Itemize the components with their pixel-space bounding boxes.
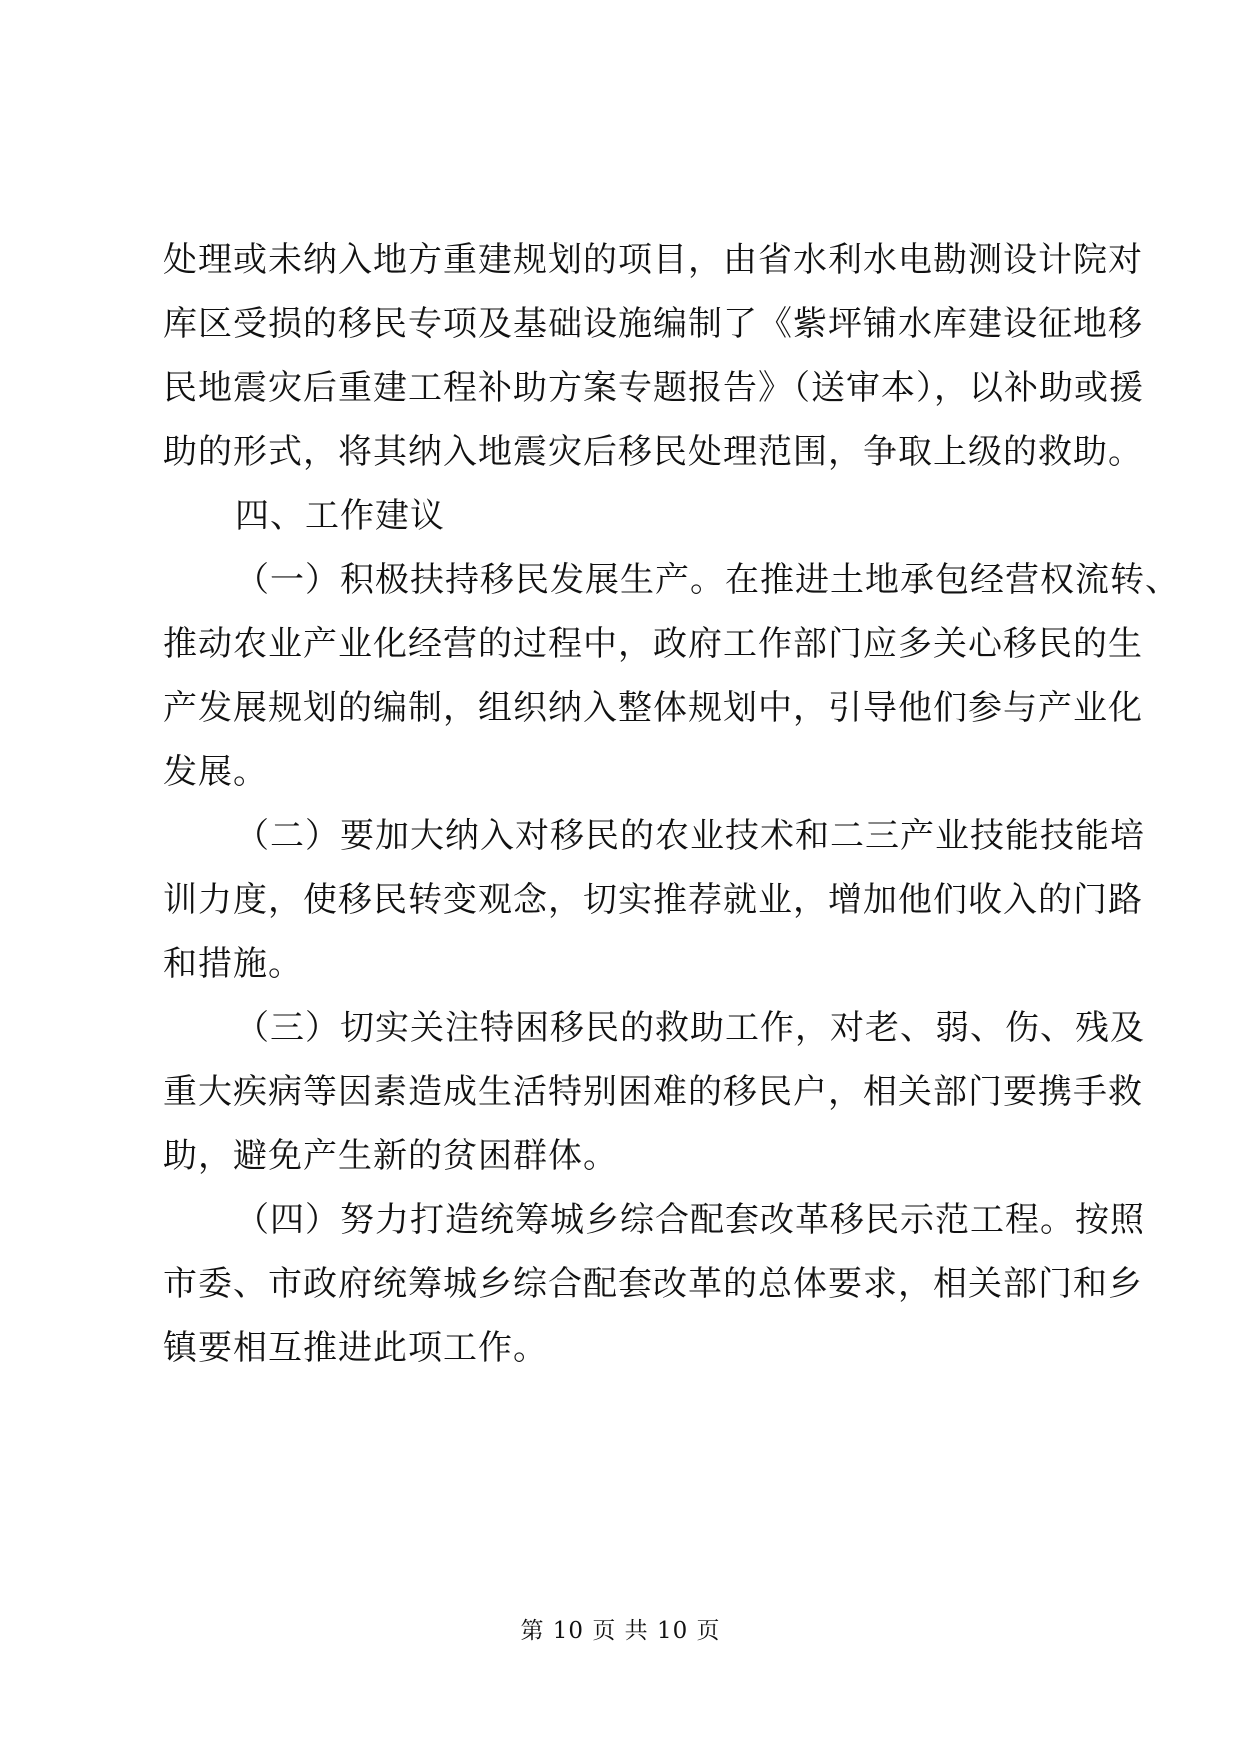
paragraph-line: 民地震灾后重建工程补助方案专题报告》（送审本），以补助或援: [163, 368, 1144, 408]
page-number-footer: 第 10 页 共 10 页: [520, 1618, 721, 1644]
paragraph-line: 处理或未纳入地方重建规划的项目，由省水利水电勘测设计院对: [163, 240, 1143, 280]
paragraph-line: （二）要加大纳入对移民的农业技术和二三产业技能技能培: [235, 816, 1145, 856]
paragraph-line: （四）努力打造统筹城乡综合配套改革移民示范工程。按照: [235, 1200, 1145, 1240]
paragraph-line: （一）积极扶持移民发展生产。在推进土地承包经营权流转、: [235, 560, 1180, 600]
paragraph-line: （三）切实关注特困移民的救助工作，对老、弱、伤、残及: [235, 1008, 1145, 1048]
section-heading: 四、工作建议: [235, 496, 445, 536]
paragraph-line: 训力度，使移民转变观念，切实推荐就业，增加他们收入的门路: [163, 880, 1143, 920]
paragraph-line: 推动农业产业化经营的过程中，政府工作部门应多关心移民的生: [163, 624, 1143, 664]
paragraph-line: 镇要相互推进此项工作。: [163, 1328, 548, 1368]
paragraph-line: 助，避免产生新的贫困群体。: [163, 1136, 618, 1176]
paragraph-line: 库区受损的移民专项及基础设施编制了《紫坪铺水库建设征地移: [163, 304, 1143, 344]
document-body: [163, 228, 1180, 1380]
paragraph-line: 产发展规划的编制，组织纳入整体规划中，引导他们参与产业化: [163, 688, 1143, 728]
paragraph-line: 助的形式，将其纳入地震灾后移民处理范围，争取上级的救助。: [163, 432, 1143, 472]
paragraph-line: 市委、市政府统筹城乡综合配套改革的总体要求，相关部门和乡: [163, 1264, 1143, 1304]
paragraph-line: 重大疾病等因素造成生活特别困难的移民户，相关部门要携手救: [163, 1072, 1143, 1112]
paragraph-line: 发展。: [163, 752, 268, 792]
paragraph-line: 和措施。: [163, 944, 303, 984]
